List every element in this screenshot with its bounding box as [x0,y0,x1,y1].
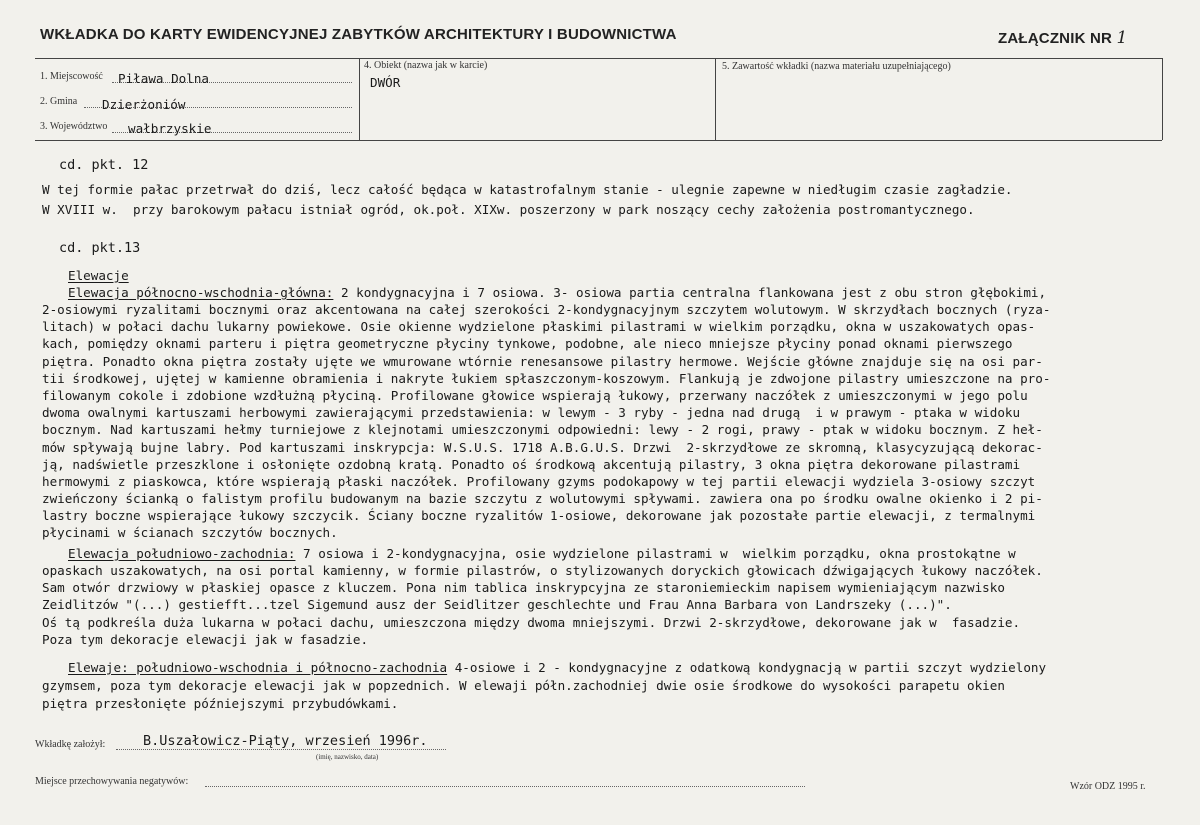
ne-line: płycinami w ścianach szczytów bocznych. [42,525,338,541]
ne-line: dwoma owalnymi kartuszami herbowymi zawierającymi przedstawienia: w lewym - 3 ryby - jedna nad drugą i w prawym - ptaka w widoku [42,405,1021,421]
ne-line: bocznym. Nad kartuszami hełmy turniejowe z klejnotami umieszczonymi odpowiedni: lewy - 2 rogi, prawy - ptak w widoku bocznym. Z heł- [42,422,1043,438]
ne-line: tii środkowej, ujętej w kamienne obramienia i nakryte łukiem spłaszczonym-koszowym. Flankują je zdwojone pilastry umieszczone na pro- [42,370,1051,386]
pkt13-heading: cd. pkt.13 [59,240,141,256]
wzor-label: Wzór ODZ 1995 r. [1070,781,1146,792]
gmina-value: Dzierżoniów [102,97,186,112]
miejsce-dots [205,786,805,787]
sw-line: opaskach uszakowatych, na osi portal kamienny, w formie pilastrów, o stylizowanych doryckich głowicach dźwigających łukowy naczółek. [42,563,1043,578]
se-line: gzymsem, poza tym dekoracje elewacji jak w popzednich. W elewaji półn.zachodniej dwie osie środkowe do wysokości parapetu okien [42,678,1005,693]
se-line: piętra przesłonięte późniejszymi przybudówkami. [42,695,399,711]
ne-title: Elewacja północno-wschodnia-główna: [68,285,334,300]
ne-first-line [68,285,1046,300]
box-divider-1 [359,58,360,140]
se-first-text: 4-osiowe i 2 - kondygnacyjne z odatkową kondygnacją w partii szczyt wydzielony [447,660,1047,675]
pkt12-heading: cd. pkt. 12 [59,157,149,173]
sw-line: Sam otwór drzwiowy w płaskiej opasce z kluczem. Pona nim tablica inskrypcyjna ze staroniemieckim napisem wymieniającym nazwisko [42,580,1005,596]
pkt12-line: W tej formie pałac przetrwał do dziś, lecz całość będąca w katastrofalnym stanie - ulegnie zapewne w niedługim czasie zagładzie. [42,182,1013,197]
ne-line: ją, nadświetle przeszklone i osłonięte ozdobną kratą. Ponadto oś środkową akcentują pilastry, 3 okna piętra dekorowane pilastrami [42,456,1021,472]
miejscowosc-label: 1. Miejscowość [40,71,103,82]
top-border [35,58,1162,59]
box-bottom-border [35,140,1162,141]
sw-first-text: 7 osiowa i 2-kondygnacyjna, osie wydzielone pilastrami w wielkim porządku, okna prostokątne w [295,546,1016,561]
zalozyl-value: B.Uszałowicz-Piąty, wrzesień 1996r. [143,733,428,749]
miejscowosc-value: Piława Dolna [118,71,209,86]
attachment-label [998,28,1127,48]
zalozyl-label: Wkładkę założył: [35,739,106,750]
box-divider-2 [715,58,716,140]
ne-line: lastry boczne wspierające łukowy szczycik. Ściany boczne ryzalitów 1-osiowe, dekorowane jak pozostałe partie elewacji, z termalnymi [42,508,1036,524]
wojewodztwo-label: 3. Województwo [40,121,108,132]
ne-line: hermowymi z piaskowca, które wspierają płaski naczółek. Profilowany gzyms podokapowy w tej partii elewacji wydziela 3-osiowy szczyt [42,473,1036,489]
ne-line: zwieńczony ścianką o falistym profilu budowanym na bazie szczytu z wolutowymi spływami. zawiera ona po środku owalne okienko i 2 pi- [42,491,1043,507]
ne-line: 2-osiowymi ryzalitami bocznymi oraz akcentowana na całej szerokości 2-kondygnacyjnym szczytem wolutowym. W skrzydłach bocznych (ryza- [42,302,1051,317]
attachment-number: 1 [1116,28,1128,48]
form-title: WKŁADKA DO KARTY EWIDENCYJNEJ ZABYTKÓW ARCHITEKTURY I BUDOWNICTWA [40,26,677,43]
wojewodztwo-value: wałbrzyskie [128,121,212,136]
ne-line: filowanym cokole i zdobione wzdłużną płyciną. Profilowane głowice wspierają łukowy, przerwany naczółek z umieszczonymi w jego polu [42,387,1028,403]
ne-line: kach, pomiędzy oknami parteru i piętra geometryczne płyciny tynkowe, podobne, ale nieco mniejsze płyciny ponad oknami pierwszego [42,336,1013,352]
ne-line: mów spływają bujne labry. Pod kartuszami inskrypcja: W.S.U.S. 1718 A.B.G.U.S. Drzwi 2-skrzydłowe ze skromną, klasycyzującą dekorac- [42,439,1043,455]
sw-title: Elewacja południowo-zachodnia: [68,546,296,561]
pkt12-line: W XVIII w. przy barokowym pałacu istniał ogród, ok.poł. XIXw. poszerzony w park noszący cechy założenia postromantycznego. [42,202,975,217]
ne-line: litach) w połaci dachu lukarny powiekowe. Osie okienne wydzielone płaskimi pilastrami w wielkim porządku, okna w uszakowatych opas- [42,319,1036,335]
sw-line: Poza tym dekoracje elewacji jak w fasadzie. [42,631,369,647]
sw-paragraph [42,563,1043,649]
se-paragraph [42,678,1005,713]
sw-line: Oś tą podkreśla duża lukarna w połaci dachu, umieszczona między dwoma mniejszymi. Drzwi 2-skrzydłowe, dekorowane jak w fasadzie. [42,614,1021,630]
ne-line: piętra. Ponadto okna piętra zostały ujęte we wmurowane wtórnie renesansowe pilastry hermowe. Wejście główne znajduje się na osi par- [42,353,1043,369]
miejsce-label: Miejsce przechowywania negatywów: [35,776,189,787]
elewacje-heading: Elewacje [68,268,129,283]
se-title: Elewaje: południowo-wschodnia i północno-zachodnia [68,660,448,675]
se-first-line [68,660,1046,675]
attachment-label-text: ZAŁĄCZNIK NR [998,30,1113,47]
obiekt-value: DWÓR [370,75,401,90]
obiekt-label: 4. Obiekt (nazwa jak w karcie) [364,60,488,71]
zalozyl-dots [116,749,446,750]
gmina-label: 2. Gmina [40,96,78,107]
ne-first-text: 2 kondygnacyjna i 7 osiowa. 3- osiowa partia centralna flankowana jest z obu stron głębokimi, [333,285,1047,300]
sw-first-line [68,546,1016,561]
sw-line: Zeidlitzów "(...) gestiefft...tzel Sigemund ausz der Seidlitzer geschlechte und Frau Anna Barbara von Landrszeky (...)". [42,597,952,613]
box-right-border [1162,58,1163,140]
ne-paragraph [42,302,1050,543]
zawartosc-label: 5. Zawartość wkładki (nazwa materiału uzupełniającego) [722,61,951,72]
zalozyl-caption: (imię, nazwisko, data) [316,753,379,761]
